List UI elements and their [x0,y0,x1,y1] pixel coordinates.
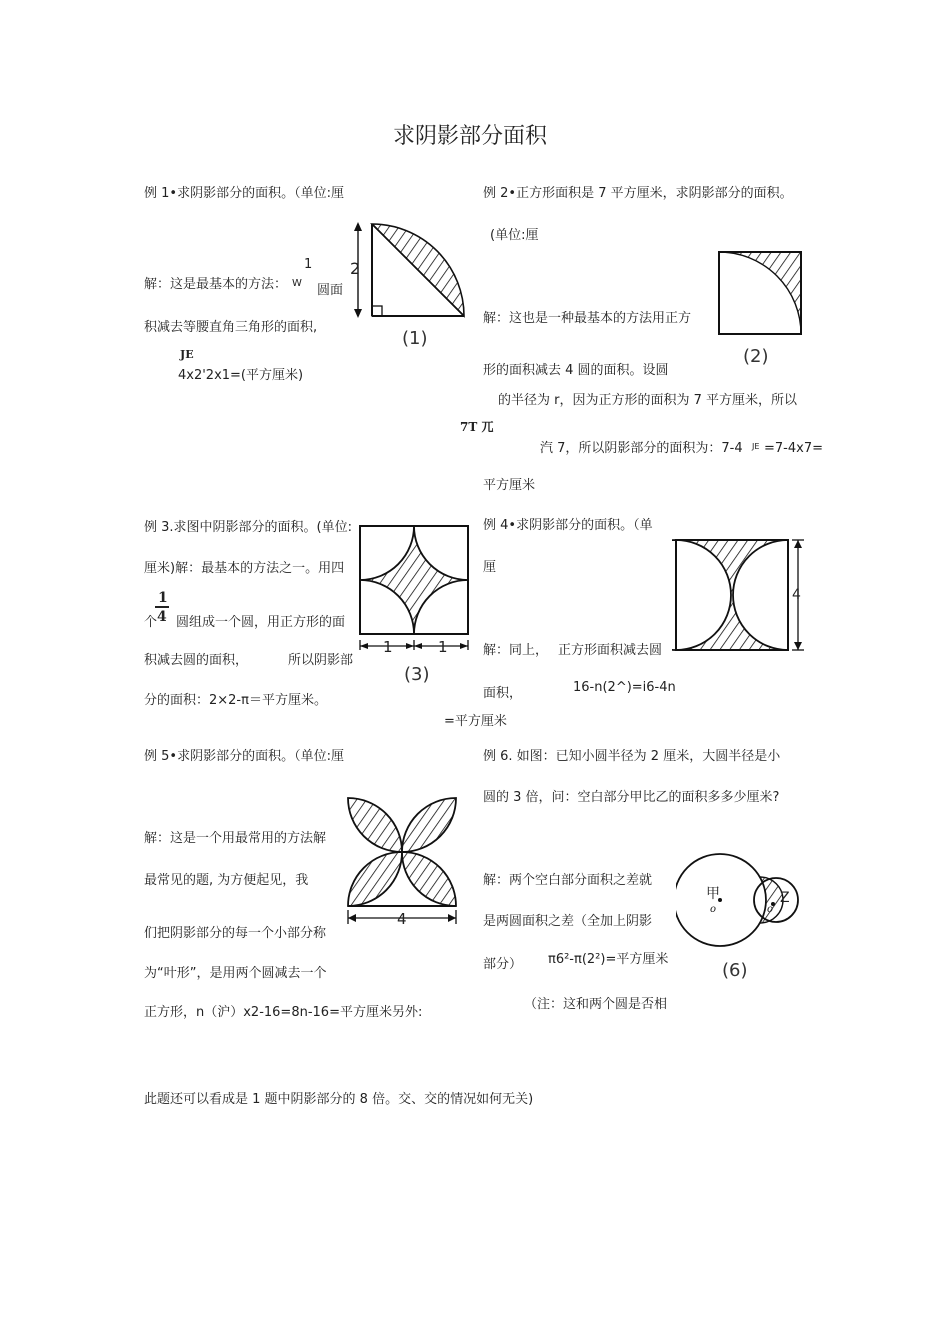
ex2-solution-b: 形的面积减去 4 圆的面积。设圆 [483,363,669,378]
fig6-jia: 甲 [706,886,720,902]
ex5-line3: 们把阴影部分的每一个小部分称 [144,926,327,941]
ex1-one: 1 [304,257,313,272]
ex2-seven-t: 7T 兀 [460,420,494,434]
ex6-note: （注：这和两个圆是否相 [524,997,668,1012]
ex6-question-2: 圆的 3 倍，问：空白部分甲比乙的面积多多少厘米? [483,790,780,805]
figure-4 [672,536,810,658]
ex1-calculation: 4x2'2x1=(平方厘米) [178,368,304,383]
ex3-frac-den: 4 [157,609,167,625]
figure-5 [342,792,462,932]
ex4-solution-a: 解：同上， [483,643,549,658]
ex6-solution-a: 解：两个空白部分面积之差就 [483,873,653,888]
ex4-calculation: 16-n(2^)=i6-4n [573,680,676,695]
figure-1 [346,218,472,350]
fig4-dim: 4 [792,587,801,603]
ex2-solution-a: 解：这也是一种最基本的方法用正方 [483,311,692,326]
ex3-ge: 个 [144,615,158,630]
ex2-unit: (单位:厘 [490,228,539,243]
ex1-solution-a: 解：这是最基本的方法： [144,277,288,292]
ex3-question: 例 3.求图中阴影部分的面积。(单位: [144,520,352,535]
ex3-line3: 圆组成一个圆，用正方形的面 [176,615,346,630]
ex5-question: 例 5•求阴影部分的面积。（单位:厘 [144,749,344,764]
ex2-solution-c: 的半径为 r，因为正方形的面积为 7 平方厘米，所以 [498,393,798,408]
ex1-solution-b: 积减去等腰直角三角形的面积, [144,320,318,335]
figure-2 [715,248,805,370]
ex3-line4: 积减去圆的面积， [144,653,249,668]
ex1-je: JE [180,348,194,361]
fig3-dim-1: 1 [383,638,393,656]
fig5-dim: 4 [397,910,407,928]
ex4-result: =平方厘米 [444,714,507,729]
ex4-solution-b: 正方形面积减去圆 [558,643,663,658]
ex4-question: 例 4•求阴影部分的面积。（单 [483,518,653,533]
fig2-caption: (2) [743,346,769,367]
ex6-solution-b: 是两圆面积之差（全加上阴影 [483,914,653,929]
ex2-solution-d: 汽 7，所以阴影部分的面积为：7-4 [540,441,743,456]
ex5-line2: 最常见的题, 为方便起见，我 [144,873,309,888]
ex6-solution-c: 部分） [483,957,523,972]
ex2-solution-e: 平方厘米 [483,478,536,493]
page-title: 求阴影部分面积 [393,124,548,149]
figure-6 [676,850,800,984]
ex2-je: JE [752,442,760,451]
fig1-caption: (1) [402,328,428,349]
fig3-caption: (3) [404,664,430,685]
ex1-yuanmian: 圆面 [317,283,344,298]
figure-3 [354,522,474,688]
ex5-line5: 正方形，n（沪）x2-16=8n-16=平方厘米另外: [144,1005,423,1020]
fig3-dim-2: 1 [438,638,448,656]
ex2-question: 例 2•正方形面积是 7 平方厘米，求阴影部分的面积。 [483,186,793,201]
ex4-li: 厘 [483,560,497,575]
ex5-line1: 解：这是一个用最常用的方法解 [144,831,327,846]
ex2-solution-d2: =7-4x7= [764,441,823,456]
footer-note: 此题还可以看成是 1 题中阴影部分的 8 倍。交、交的情况如何无关) [144,1092,534,1107]
fig6-o2: o [767,904,774,915]
ex6-formula: π6²-π(2²)=平方厘米 [548,952,669,967]
ex4-solution-c: 面积， [483,686,523,701]
fig1-dim: 2 [350,259,361,278]
ex3-frac-bar [155,606,169,608]
fig6-yi: Z [780,890,790,906]
fig6-o1: o [710,904,717,915]
ex1-w: W [292,278,302,289]
ex5-line4: 为“叶形”，是用两个圆减去一个 [144,966,327,981]
ex3-line4b: 所以阴影部 [288,653,354,668]
ex3-frac-num: 1 [158,590,168,606]
ex6-question-1: 例 6. 如图：已知小圆半径为 2 厘米，大圆半径是小 [483,749,781,764]
ex1-question: 例 1•求阴影部分的面积。（单位:厘 [144,186,344,201]
ex3-line2: 厘米)解：最基本的方法之一。用四 [144,561,345,576]
ex3-line5: 分的面积：2×2-π＝平方厘米。 [144,693,327,708]
fig6-caption: (6) [722,960,748,981]
